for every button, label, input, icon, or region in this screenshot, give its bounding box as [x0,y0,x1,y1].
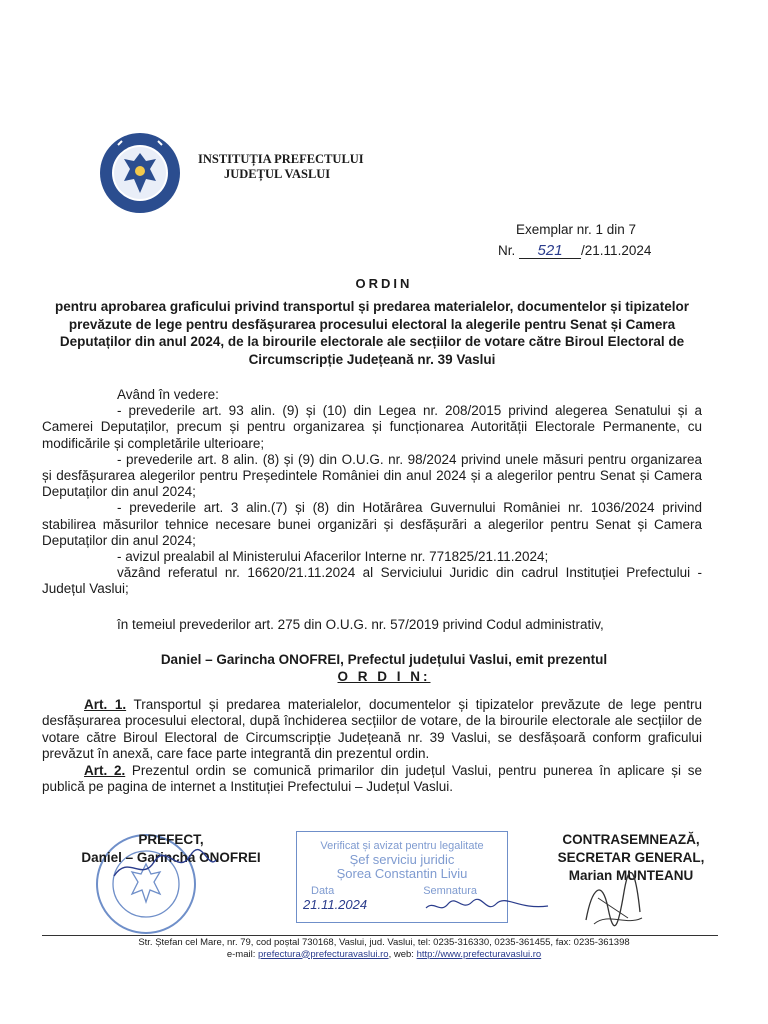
consideration-item: - prevederile art. 93 alin. (9) și (10) din Legea nr. 208/2015 privind alegerea Senatului și a Camerei Deputaților, precum și pentru organizarea și funcționarea Autorității Electorale Permanente, cu modificările și completările ulterioare; [42,403,702,451]
legal-basis: în temeiul prevederilor art. 275 din O.U.G. nr. 57/2019 privind Codul administrativ, [117,617,604,632]
article-1 [42,697,702,763]
web-label: , web: [388,948,417,960]
footer-divider [42,935,718,936]
document-subtitle: pentru aprobarea graficului privind transportul și predarea materialelor, documentelor și tipizatelor prevăzute de lege pentru desfășurarea procesului electoral la alegerile pentru Senat și Camera Deputaților din anul 2024, de la birourile electorale ale secțiilor de votare către Biroul Electoral de Circumscripție Județeană nr. 39 Vaslui [55,299,689,367]
ordin-heading: O R D I N: [337,669,431,684]
county-name: JUDEȚUL VASLUI [224,167,331,181]
article-text: Transportul și predarea materialelor, documentelor și tipizatelor prevăzute de lege pentru desfășurarea procesului electoral, după închiderea secțiilor de votare, de la birourile electorale ale secțiilor de votare către Biroul Electoral de Circumscripție Județeană nr. 39 Vaslui, se desfășoară conform graficului prevăzut în anexă, care face parte integrantă din prezentul ordin. [42,697,702,762]
signature-label: Semnatura [423,885,477,897]
considerations [42,387,702,598]
secretary-name: Marian MUNTEANU [568,868,694,883]
secretary-title: SECRETAR GENERAL, [557,850,705,865]
verification-date: 21.11.2024 [303,897,368,912]
article-2 [42,763,702,796]
institution-name: INSTITUȚIA PREFECTULUI [198,152,364,166]
verification-role: Șef serviciu juridic [349,852,455,867]
prefect-name: Daniel – Garincha ONOFREI [81,850,261,865]
article-label: Art. 1. [84,697,127,712]
exemplar-number: Exemplar nr. 1 din 7 [516,222,637,237]
verification-line: Verificat și avizat pentru legalitate [320,840,484,852]
email-label: e-mail: [226,948,258,960]
verifier-signature-icon [422,894,552,918]
registration-date: /21.11.2024 [581,243,652,258]
handwritten-nr: 521 [519,243,581,259]
registration-number [498,243,651,259]
consideration-item: - prevederile art. 8 alin. (8) și (9) din O.U.G. nr. 98/2024 privind unele măsuri pentru organizarea și desfășurarea alegerilor pentru Președintele României din anul 2024 și a alegerilor pentru Senat și Camera Deputaților din anul 2024; [42,451,702,500]
consideration-item: - avizul prealabil al Ministerului Afacerilor Interne nr. 771825/21.11.2024; [117,549,549,565]
issuer-line: Daniel – Garincha ONOFREI, Prefectul județului Vaslui, emit prezentul [160,652,608,667]
footer [0,937,768,960]
email-link[interactable]: prefectura@prefecturavaslui.ro [257,948,389,960]
prefect-title: PREFECT, [138,832,204,847]
government-seal-icon [98,131,182,215]
consideration-item: - prevederile art. 3 alin.(7) și (8) din Hotărârea Guvernului României nr. 1036/2024 privind stabilirea măsurilor tehnice necesare bunei organizări și desfășurări a alegerilor pentru Senat și Camera Deputaților din anul 2024; [42,500,702,548]
nr-label: Nr. [498,243,516,258]
prefect-signature-icon [108,846,220,886]
verification-person: Șorea Constantin Liviu [336,866,468,881]
institution-header [198,152,364,182]
date-label: Data [311,885,335,897]
secretary-signature-icon [578,868,648,934]
countersign-title: CONTRASEMNEAZĂ, [562,832,700,847]
considerations-intro: Având în vedere: [117,387,219,402]
web-link[interactable]: http://www.prefecturavaslui.ro [416,948,542,960]
footer-contact [0,949,768,961]
footer-address: Str. Ștefan cel Mare, nr. 79, cod poștal 730168, Vaslui, jud. Vaslui, tel: 0235-316330, 0235-361455, fax: 0235-361398 [138,937,630,948]
document-title: ORDIN [355,276,413,291]
article-label: Art. 2. [84,762,126,778]
issuer-statement [0,651,768,685]
articles [42,697,702,795]
consideration-item: văzând referatul nr. 16620/21.11.2024 al Serviciului Juridic din cadrul Instituției Prefectului - Județul Vaslui; [42,565,702,597]
article-text: Prezentul ordin se comunică primarilor din județul Vaslui, pentru punerea în aplicare și se publică pe pagina de internet a Instituției Prefectului – Județul Vaslui. [42,762,703,795]
